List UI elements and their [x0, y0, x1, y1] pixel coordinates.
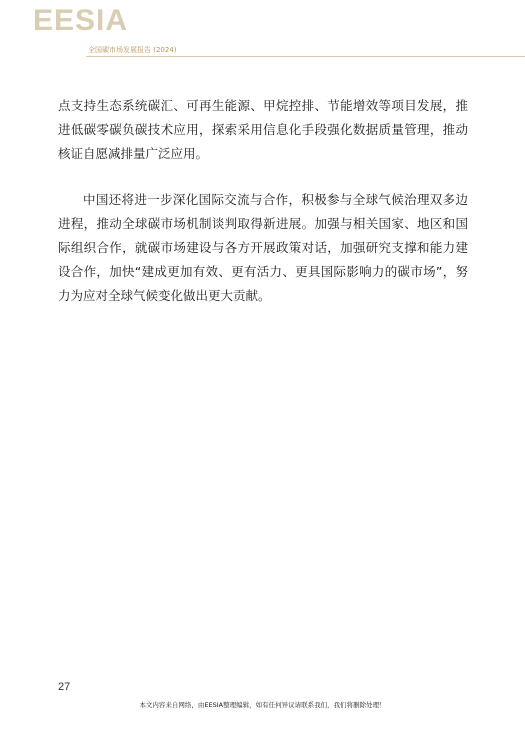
- page-number: 27: [58, 681, 71, 693]
- page-header: [0, 0, 525, 60]
- paragraph-1: 点支持生态系统碳汇、可再生能源、甲烷控排、节能增效等项目发展，推进低碳零碳负碳技术应用，探索采用信息化手段强化数据质量管理，推动核证自愿减排量广泛应用。: [58, 98, 468, 161]
- paragraph-2: 中国还将进一步深化国际交流与合作，积极参与全球气候治理双多边进程，推动全球碳市场机制谈判取得新进展。加强与相关国家、地区和国际组织合作，就碳市场建设与各方开展政策对话，加强研究支撑和能力建设合作，加快“建成更加有效、更有活力、更具国际影响力的碳市场”，努力为应对全球气候变化做出更大贡献。: [58, 192, 468, 303]
- report-title: 全国碳市场发展报告 (2024): [88, 46, 177, 54]
- body-content: [58, 94, 468, 330]
- header-divider: [86, 56, 525, 57]
- eesia-logo: EESIA: [33, 4, 129, 37]
- footer-disclaimer: 本文内容来自网络，由EESIA整理编辑，如有任何异议请联系我们，我们将删除处理！: [139, 701, 386, 709]
